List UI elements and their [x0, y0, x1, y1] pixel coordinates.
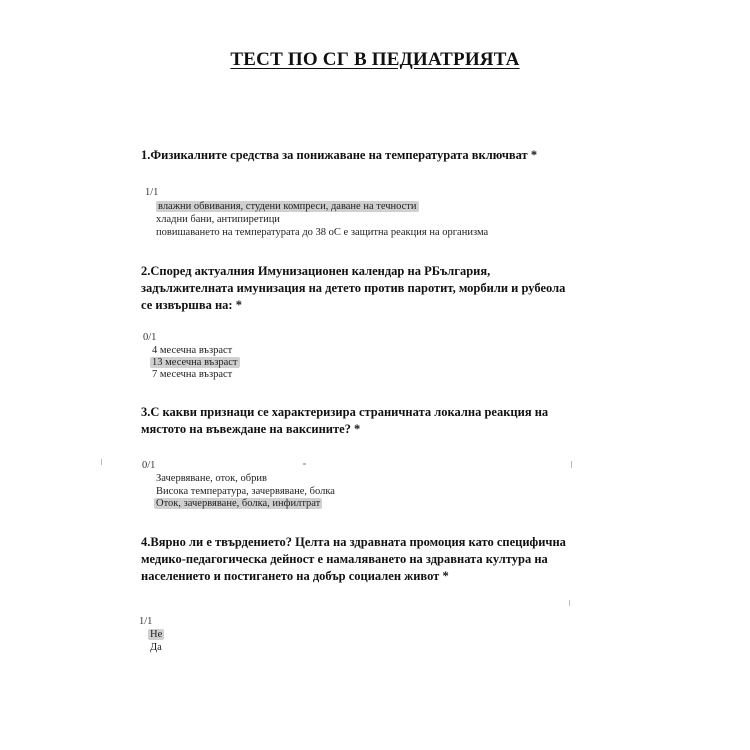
scan-mark [303, 463, 306, 465]
question-2-option-3: 7 месечна възраст [152, 369, 233, 380]
question-3-option-2: Висока температура, зачервяване, болка [156, 486, 335, 497]
question-2-text: 2.Според актуалния Имунизационен календар на РБългария, задължителната имунизация на детето против паротит, морбили и рубеола се извършва на: * [141, 264, 566, 312]
question-3-score: 0/1 [142, 460, 156, 471]
question-3-option-3: Оток, зачервяване, болка, инфилтрат [156, 498, 321, 509]
question-4-option-2: Да [150, 642, 162, 653]
question-1-option-3: повишаването на температурата до 38 оС е защитна реакция на организма [156, 227, 489, 238]
question-3-option-1: Зачервяване, оток, обрив [156, 473, 267, 484]
question-4-option-1: Не [150, 629, 163, 640]
question-2-option-1: 4 месечна възраст [152, 345, 233, 356]
question-4-text: 4.Вярно ли е твърдението? Целта на здравната промоция като специфична медико-педагогическа дейност е намаляването на здравната култура на населението и постигането на добър социален живот * [141, 535, 566, 583]
question-3-text: 3.С какви признаци се характеризира страничната локална реакция на мястото на въвеждане на ваксините? * [141, 405, 549, 436]
page-title: ТЕСТ ПО СГ В ПЕДИАТРИЯТА [230, 49, 520, 70]
scan-mark [101, 459, 102, 465]
scan-mark [569, 600, 570, 606]
question-2-score: 0/1 [143, 332, 157, 343]
scan-mark [571, 461, 572, 468]
question-1-score: 1/1 [145, 187, 159, 198]
question-1-option-1: влажни обвивания, студени компреси, даване на течности [158, 201, 417, 212]
question-1-option-2: хладни бани, антипиретици [156, 214, 280, 225]
question-1-text: 1.Физикалните средства за понижаване на температурата включват * [141, 148, 538, 162]
question-4-score: 1/1 [139, 616, 153, 627]
question-2-option-2: 13 месечна възраст [152, 357, 238, 368]
